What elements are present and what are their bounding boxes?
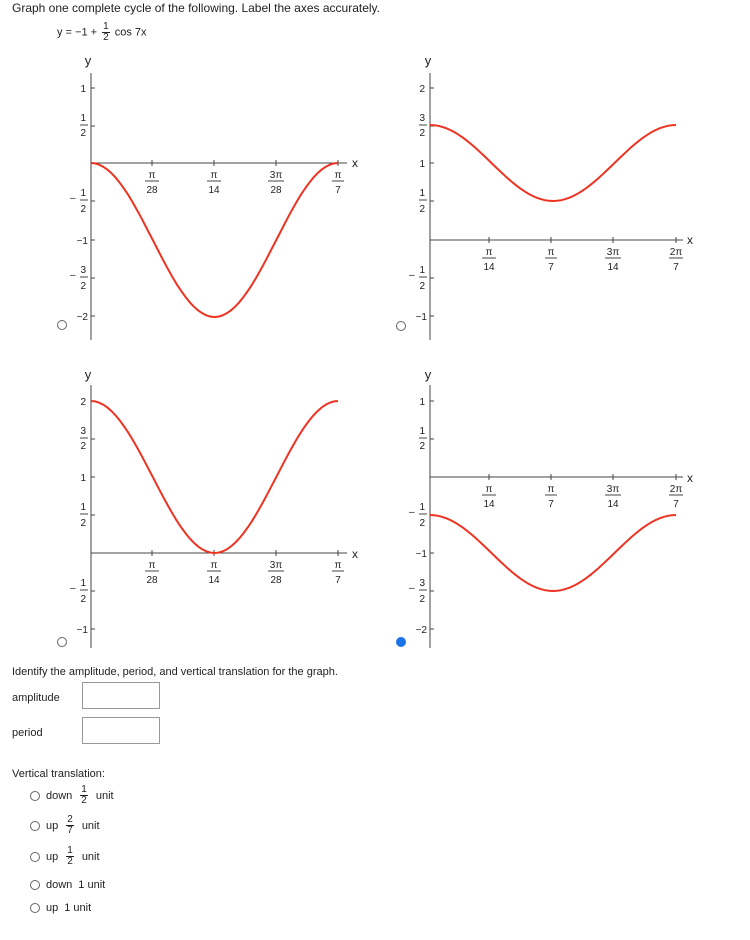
tick-label: 14 [607,499,619,510]
period-input[interactable] [82,717,160,744]
tick-label: 3 [419,578,425,589]
vt-option-radio[interactable] [30,852,40,862]
graph-c-curve [91,401,338,553]
tick-label: – [70,270,76,281]
amplitude-input[interactable] [82,682,160,709]
tick-label: 3π [269,560,283,571]
tick-label: 7 [673,262,679,273]
tick-label: 1 [419,502,425,513]
tick-label: 7 [673,499,679,510]
tick-label: π [210,170,218,181]
identify-prompt: Identify the amplitude, period, and vertical translation for the graph. [12,666,338,678]
vt-option-radio[interactable] [30,791,40,801]
tick-label: – [70,583,76,594]
tick-label: −2 [415,625,427,636]
vt-option-down-half[interactable]: down $\frac{1}{2}$ unit [30,785,114,806]
graph-b-x-axis-label: x [687,233,693,247]
graph-c-y-axis-label: y [84,367,92,382]
tick-label: 7 [548,499,554,510]
graph-a [70,53,358,340]
tick-label: 2π [669,247,683,258]
tick-label: – [409,583,415,594]
tick-label: – [409,270,415,281]
vt-option-radio[interactable] [30,880,40,890]
tick-label: 14 [208,575,220,586]
tick-label: 14 [607,262,619,273]
tick-label: 7 [335,575,341,586]
amplitude-label: amplitude [12,692,60,704]
tick-label: 1 [419,265,425,276]
tick-label: 28 [146,575,158,586]
graph-d [409,367,693,648]
instruction-text: Graph one complete cycle of the following. Label the axes accurately. [12,1,380,15]
tick-label: 28 [270,575,282,586]
tick-label: 2 [80,281,86,292]
tick-label: 2 [80,594,86,605]
tick-label: 2 [419,128,425,139]
tick-label: −1 [76,625,88,636]
tick-label: 3 [80,265,86,276]
tick-label: 2 [80,397,86,408]
tick-label: 1 [80,188,86,199]
tick-label: π [547,247,555,258]
tick-label: 2 [80,441,86,452]
tick-label: 2 [419,518,425,529]
graph-b-x-ticks [482,237,683,273]
tick-label: – [70,193,76,204]
tick-label: π [485,247,493,258]
vt-option-up-one[interactable]: up 1 unit [30,902,91,914]
vt-option-radio[interactable] [30,821,40,831]
tick-label: 14 [483,499,495,510]
tick-label: 1 [419,188,425,199]
graph-d-x-axis-label: x [687,471,693,485]
graph-b [409,53,693,340]
graph-c-x-axis-label: x [352,547,358,561]
graph-d-curve [430,515,676,591]
tick-label: 1 [80,84,86,95]
tick-label: 1 [80,578,86,589]
tick-label: 28 [270,185,282,196]
vt-option-down-one[interactable]: down 1 unit [30,879,105,891]
tick-label: 3π [606,484,620,495]
graph-c [70,367,358,648]
option-a-radio[interactable] [57,320,67,330]
tick-label: 14 [483,262,495,273]
tick-label: π [547,484,555,495]
tick-label: 7 [335,185,341,196]
tick-label: 2 [80,204,86,215]
tick-label: 3 [419,113,425,124]
option-d-radio[interactable] [396,637,406,647]
equation-lhs: y = −1 + [57,26,98,39]
tick-label: 1 [419,426,425,437]
option-c-radio[interactable] [57,637,67,647]
tick-label: −1 [76,236,88,247]
tick-label: 2 [419,204,425,215]
tick-label: 1 [80,113,86,124]
tick-label: 3 [80,426,86,437]
vt-option-up-two-sevenths[interactable]: up $\frac{2}{7}$ unit [30,815,100,836]
vt-option-radio[interactable] [30,903,40,913]
graph-b-curve [430,125,676,201]
graph-a-x-axis-label: x [352,156,358,170]
period-label: period [12,727,43,739]
tick-label: 2 [419,84,425,95]
option-b-radio[interactable] [396,321,406,331]
tick-label: π [334,560,342,571]
tick-label: π [148,170,156,181]
tick-label: 3π [606,247,620,258]
tick-label: −2 [76,312,88,323]
vertical-translation-heading: Vertical translation: [12,768,105,780]
tick-label: 28 [146,185,158,196]
tick-label: −1 [415,549,427,560]
tick-label: π [485,484,493,495]
tick-label: 2 [419,594,425,605]
tick-label: 1 [80,502,86,513]
tick-label: 2 [419,441,425,452]
equation-coefficient: $\frac{1}{2}$ [103,21,109,43]
tick-label: 3π [269,170,283,181]
tick-label: 14 [208,185,220,196]
tick-label: 1 [419,159,425,170]
tick-label: π [148,560,156,571]
tick-label: −1 [415,312,427,323]
graph-c-x-ticks [145,550,344,586]
graph-a-y-axis-label: y [84,53,92,68]
tick-label: 2 [80,128,86,139]
tick-label: 2 [80,518,86,529]
tick-label: – [409,507,415,518]
tick-label: 1 [80,473,86,484]
tick-label: π [334,170,342,181]
graph-b-y-axis-label: y [424,53,432,68]
equation-rhs: cos 7x [114,26,147,39]
tick-label: 2π [669,484,683,495]
tick-label: 7 [548,262,554,273]
tick-label: 2 [419,281,425,292]
graph-d-y-axis-label: y [424,367,432,382]
vt-option-up-half[interactable]: up $\frac{1}{2}$ unit [30,846,100,867]
graph-d-x-ticks [482,474,683,510]
tick-label: π [210,560,218,571]
tick-label: 1 [419,397,425,408]
